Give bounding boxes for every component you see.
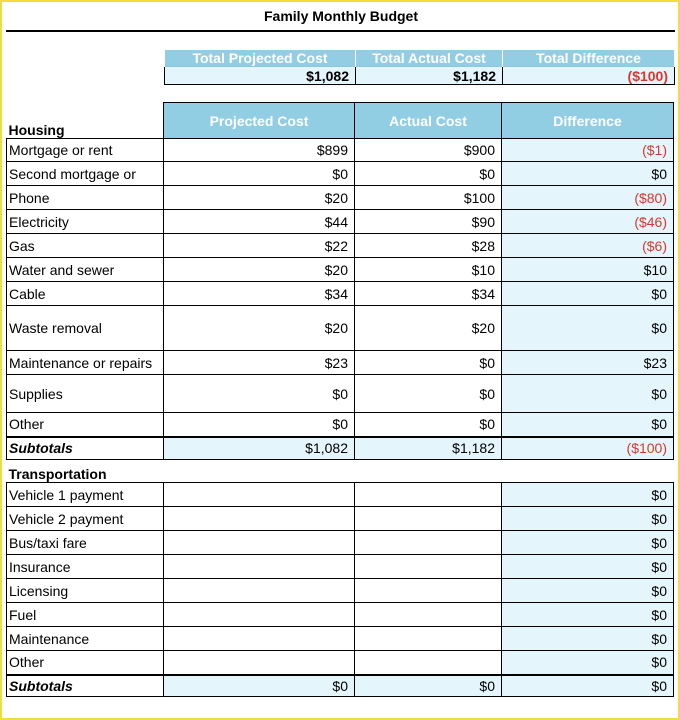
transportation-projected-cell[interactable] [164,555,355,579]
transportation-projected-cell[interactable] [164,627,355,651]
housing-subtotal-difference[interactable]: ($100) [502,437,674,460]
transportation-difference-cell[interactable]: $0 [502,555,674,579]
column-header-actual: Actual Cost [355,103,502,139]
transportation-item-label: Other [7,651,164,675]
housing-item-label: Waste removal [7,306,164,351]
table-row [7,306,674,351]
housing-projected-cell[interactable]: $20 [164,186,355,210]
transportation-actual-cell[interactable] [355,603,502,627]
housing-item-label: Second mortgage or [7,162,164,186]
housing-projected-cell[interactable]: $23 [164,351,355,375]
housing-difference-cell[interactable]: ($80) [502,186,674,210]
transportation-item-label: Licensing [7,579,164,603]
housing-projected-cell[interactable]: $0 [164,413,355,437]
summary-header-projected: Total Projected Cost [165,50,356,67]
housing-item-label: Phone [7,186,164,210]
housing-actual-cell[interactable]: $100 [355,186,502,210]
transportation-item-label: Vehicle 1 payment [7,483,164,507]
housing-subtotal-projected[interactable]: $1,082 [164,437,355,460]
section-transportation: Transportation [7,460,164,483]
housing-projected-cell[interactable]: $44 [164,210,355,234]
housing-difference-cell[interactable]: $23 [502,351,674,375]
table-row [7,282,674,306]
transportation-item-label: Fuel [7,603,164,627]
housing-subtotal-label: Subtotals [7,437,164,460]
transportation-actual-cell[interactable] [355,627,502,651]
table-row [7,555,674,579]
housing-item-label: Electricity [7,210,164,234]
transportation-projected-cell[interactable] [164,603,355,627]
table-row [7,603,674,627]
housing-difference-cell[interactable]: $0 [502,375,674,413]
housing-item-label: Mortgage or rent [7,139,164,162]
housing-projected-cell[interactable]: $899 [164,139,355,162]
transportation-difference-cell[interactable]: $0 [502,531,674,555]
housing-projected-cell[interactable]: $22 [164,234,355,258]
housing-actual-cell[interactable]: $10 [355,258,502,282]
housing-item-label: Gas [7,234,164,258]
transportation-item-label: Insurance [7,555,164,579]
transportation-actual-cell[interactable] [355,531,502,555]
table-row [7,234,674,258]
housing-projected-cell[interactable]: $20 [164,306,355,351]
transportation-difference-cell[interactable]: $0 [502,651,674,675]
table-row [7,162,674,186]
housing-projected-cell[interactable]: $0 [164,162,355,186]
table-row [7,651,674,675]
transportation-rows [7,483,674,675]
title-rule [6,30,675,32]
column-header-projected: Projected Cost [164,103,355,139]
page-title: Family Monthly Budget [264,8,418,24]
summary-value-difference[interactable]: ($100) [503,67,675,85]
transportation-actual-cell[interactable] [355,555,502,579]
table-row [7,139,674,162]
transportation-item-label: Maintenance [7,627,164,651]
transportation-projected-cell[interactable] [164,483,355,507]
table-row [7,627,674,651]
housing-projected-cell[interactable]: $20 [164,258,355,282]
transportation-item-label: Bus/taxi fare [7,531,164,555]
housing-item-label: Other [7,413,164,437]
transportation-difference-cell[interactable]: $0 [502,603,674,627]
housing-actual-cell[interactable]: $900 [355,139,502,162]
table-row [7,413,674,437]
transportation-subtotal-projected[interactable]: $0 [164,675,355,697]
summary-value-projected[interactable]: $1,082 [165,67,356,85]
transportation-actual-cell[interactable] [355,579,502,603]
housing-difference-cell[interactable]: ($46) [502,210,674,234]
housing-actual-cell[interactable]: $34 [355,282,502,306]
housing-actual-cell[interactable]: $0 [355,413,502,437]
summary-header-difference: Total Difference [503,50,675,67]
housing-difference-cell[interactable]: $0 [502,162,674,186]
transportation-subtotal-row [7,675,674,697]
table-row [7,351,674,375]
housing-item-label: Cable [7,282,164,306]
table-row [7,375,674,413]
transportation-difference-cell[interactable]: $0 [502,579,674,603]
transportation-projected-cell[interactable] [164,507,355,531]
housing-actual-cell[interactable]: $20 [355,306,502,351]
housing-actual-cell[interactable]: $0 [355,351,502,375]
table-row [7,579,674,603]
transportation-subtotal-actual[interactable]: $0 [355,675,502,697]
column-header-difference: Difference [502,103,674,139]
housing-item-label: Water and sewer [7,258,164,282]
housing-difference-cell[interactable]: $0 [502,413,674,437]
transportation-projected-cell[interactable] [164,531,355,555]
table-row [7,210,674,234]
housing-difference-cell[interactable]: ($6) [502,234,674,258]
housing-subtotal-row [7,437,674,460]
transportation-actual-cell[interactable] [355,507,502,531]
summary-header-actual: Total Actual Cost [356,50,503,67]
transportation-difference-cell[interactable]: $0 [502,627,674,651]
housing-difference-cell[interactable]: $10 [502,258,674,282]
table-row [7,258,674,282]
table-row [7,483,674,507]
housing-difference-cell[interactable]: $0 [502,306,674,351]
summary-value-actual[interactable]: $1,182 [356,67,503,85]
housing-rows [7,139,674,437]
table-row [7,531,674,555]
housing-actual-cell[interactable]: $90 [355,210,502,234]
housing-difference-cell[interactable]: $0 [502,282,674,306]
transportation-projected-cell[interactable] [164,579,355,603]
housing-item-label: Maintenance or repairs [7,351,164,375]
transportation-actual-cell[interactable] [355,483,502,507]
transportation-difference-cell[interactable]: $0 [502,507,674,531]
housing-actual-cell[interactable]: $28 [355,234,502,258]
transportation-difference-cell[interactable]: $0 [502,483,674,507]
transportation-subtotal-difference[interactable]: $0 [502,675,674,697]
housing-projected-cell[interactable]: $0 [164,375,355,413]
housing-projected-cell[interactable]: $34 [164,282,355,306]
housing-actual-cell[interactable]: $0 [355,375,502,413]
transportation-item-label: Vehicle 2 payment [7,507,164,531]
summary-table [164,50,675,85]
transportation-projected-cell[interactable] [164,651,355,675]
table-row [7,186,674,210]
housing-difference-cell[interactable]: ($1) [502,139,674,162]
budget-table [6,102,674,697]
housing-item-label: Supplies [7,375,164,413]
table-row [7,507,674,531]
housing-subtotal-actual[interactable]: $1,182 [355,437,502,460]
transportation-actual-cell[interactable] [355,651,502,675]
housing-actual-cell[interactable]: $0 [355,162,502,186]
transportation-subtotal-label: Subtotals [7,675,164,697]
section-housing: Housing [7,103,164,139]
